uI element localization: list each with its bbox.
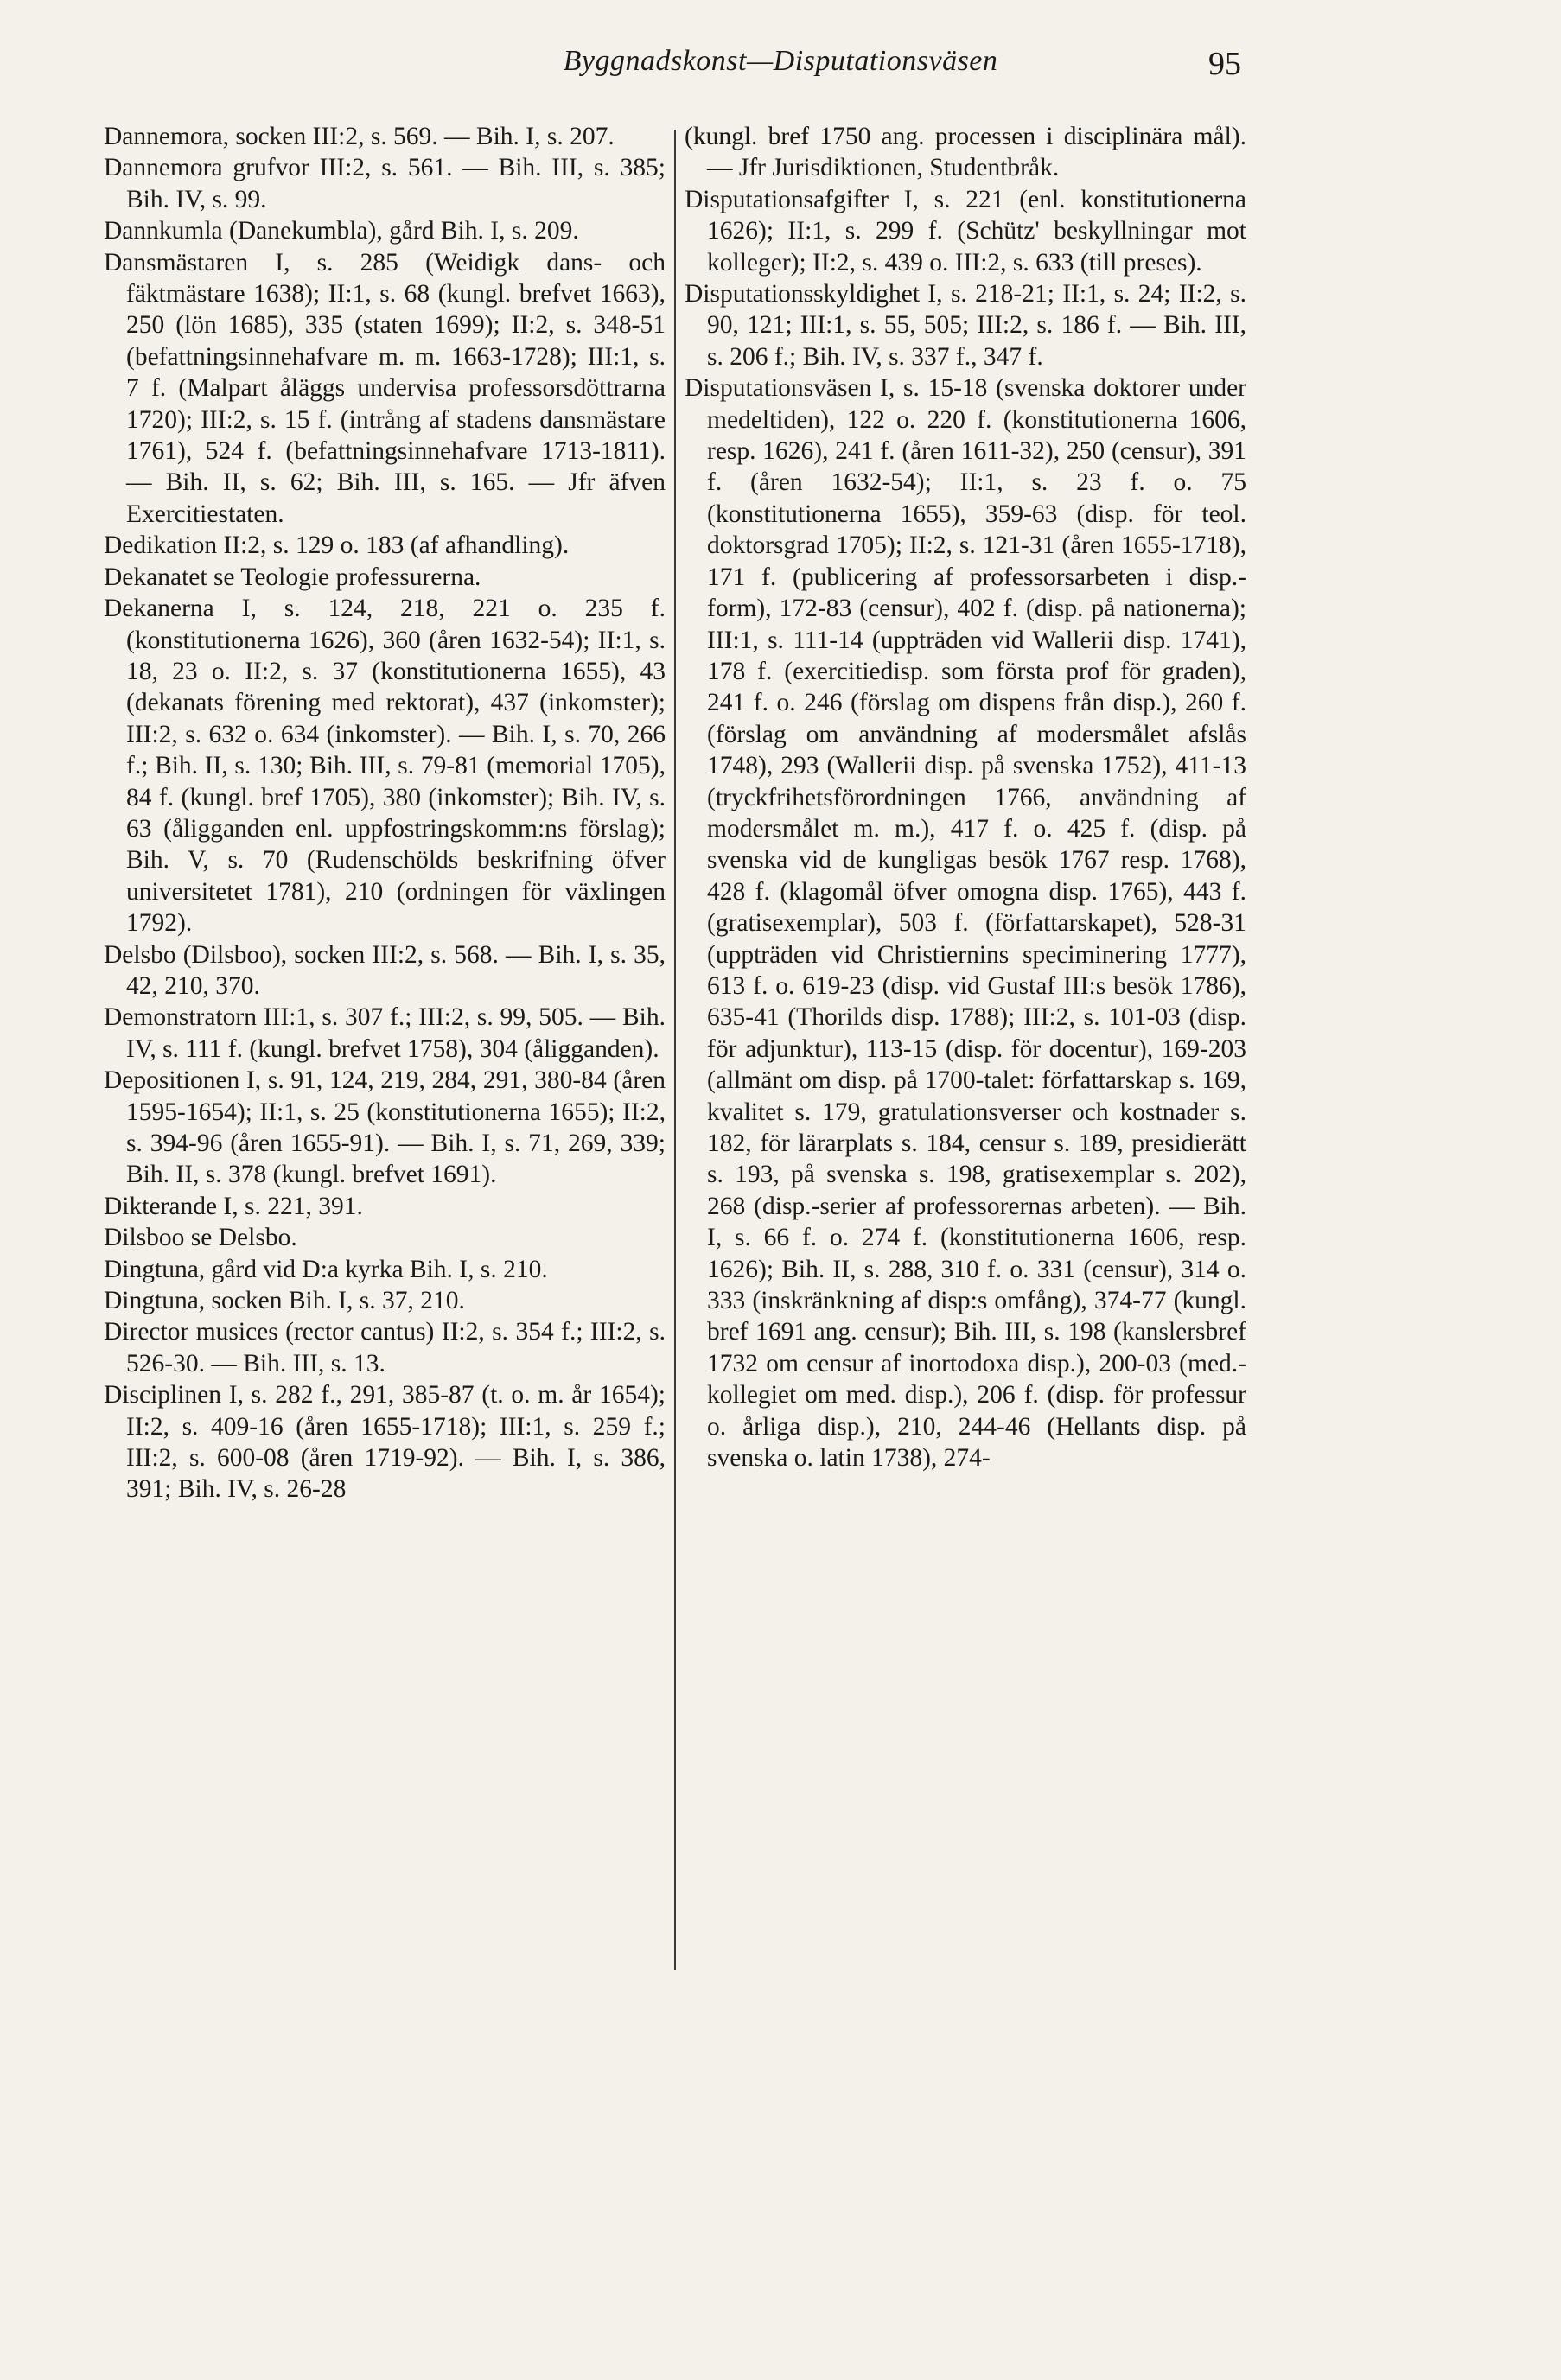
index-entry: Dingtuna, gård vid D:a kyrka Bih. I, s. 210. [104,1255,548,1283]
index-entry: Dekanatet se Teologie professurerna. [104,563,481,591]
index-entry: Dannemora, socken III:2, s. 569. — Bih. I, s. 207. [104,123,615,150]
index-entry: Dansmästaren I, s. 285 (Weidigk dans- och fäktmästare 1638); II:1, s. 68 (kungl. brefvet 1663), 250 (lön 1685), 335 (staten 1699); II:2, s. 348-51 (befattningsinnehafvare m. m. 1663-1728); III:1, s. 7 f. (Malpart åläggs undervisa professorsdöttrarna 1720); III:2, s. 15 f. (intrång af stadens dansmästare 1761), 524 f. (befattningsinnehafvare 1713-1811). — Bih. II, s. 62; Bih. III, s. 165. — Jfr äfven Exercitiestaten. [104,248,666,528]
index-entry: Disputationsväsen I, s. 15-18 (svenska doktorer under medeltiden), 122 o. 220 f. (konstitutionerna 1606, resp. 1626), 241 f. (åren 1611-32), 250 (censur), 391 f. (åren 1632-54); II:1, s. 23 f. o. 75 (konstitutionerna 1655), 359-63 (disp. för teol. doktorsgrad 1705); II:2, s. 121-31 (åren 1655-1718), 171 f. (publicering af professorsarbeten i disp.-form), 172-83 (censur), 402 f. (disp. på nationerna); III:1, s. 111-14 (uppträden vid Wallerii disp. 1741), 178 f. (exercitiedisp. som första prof för graden), 241 f. o. 246 (förslag om dispens från disp.), 260 f. (förslag om användning af modersmålet afslås 1748), 293 (Wallerii disp. på svenska 1752), 411-13 (tryckfrihetsförordningen 1766, användning af modersmålet m. m.), 417 f. o. 425 f. (disp. på svenska vid de kungligas besök 1767 resp. 1768), 428 f. (klagomål öfver omogna disp. 1765), 443 f. (gratisexemplar), 503 f. (författarskapet), 528-31 (uppträden vid Christiernins speciminering 1777), 613 f. o. 619-23 (disp. vid Gustaf III:s besök 1786), 635-41 (Thorilds disp. 1788); III:2, s. 101-03 (disp. för adjunktur), 113-15 (disp. för docentur), 169-203 (allmänt om disp. på 1700-talet: författarskap s. 169, kvalitet s. 179, gratulationsverser och kostnader s. 182, för lärarplats s. 184, censur s. 189, presidierätt s. 193, på svenska s. 198, gratisexemplar s. 202), 268 (disp.-serier af professorernas arbeten). — Bih. I, s. 66 f. o. 274 f. (konstitutionerna 1606, resp. 1626); Bih. II, s. 288, 310 f. o. 331 (censur), 314 o. 333 (inskränkning af disp:s omfång), 374-77 (kungl. bref 1691 ang. censur); Bih. III, s. 198 (kanslersbref 1732 om censur af inortodoxa disp.), 200-03 (med.-kollegiet om med. disp.), 206 f. (disp. för professur o. årliga disp.), 210, 244-46 (Hellants disp. på svenska o. latin 1738), 274- [685,374,1246,1473]
index-entry: Dannkumla (Danekumbla), gård Bih. I, s. 209. [104,217,579,245]
index-entry: Disputationsskyldighet I, s. 218-21; II:1, s. 24; II:2, s. 90, 121; III:1, s. 55, 505; III:2, s. 186 f. — Bih. III, s. 206 f.; Bih. IV, s. 337 f., 347 f. [685,280,1246,371]
index-entry: Delsbo (Dilsboo), socken III:2, s. 568. — Bih. I, s. 35, 42, 210, 370. [104,940,666,1000]
index-entry: Depositionen I, s. 91, 124, 219, 284, 291, 380-84 (åren 1595-1654); II:1, s. 25 (konstitutionerna 1655); II:2, s. 394-96 (åren 1655-91). — Bih. I, s. 71, 269, 339; Bih. II, s. 378 (kungl. brefvet 1691). [104,1066,666,1189]
left-column [104,121,666,1505]
index-entry: Disputationsafgifter I, s. 221 (enl. konstitutionerna 1626); II:1, s. 299 f. (Schütz' beskyllningar mot kolleger); II:2, s. 439 o. III:2, s. 633 (till preses). [685,185,1246,277]
index-entry: Dedikation II:2, s. 129 o. 183 (af afhandling). [104,531,570,560]
running-title: Byggnadskonst—Disputationsväsen [563,45,998,77]
index-entry: (kungl. bref 1750 ang. processen i disciplinära mål). — Jfr Jurisdiktionen, Studentbråk. [685,123,1246,182]
index-entry: Dilsboo se Delsbo. [104,1224,297,1252]
index-entry: Dingtuna, socken Bih. I, s. 37, 210. [104,1287,465,1315]
index-entry: Dikterande I, s. 221, 391. [104,1192,363,1220]
index-entry: Dekanerna I, s. 124, 218, 221 o. 235 f. (konstitutionerna 1626), 360 (åren 1632-54); II:1, s. 18, 23 o. II:2, s. 37 (konstitutionerna 1655), 43 (dekanats förening med rektorat), 437 (inkomster); III:2, s. 632 o. 634 (inkomster). — Bih. I, s. 70, 266 f.; Bih. II, s. 130; Bih. III, s. 79-81 (memorial 1705), 84 f. (kungl. bref 1705), 380 (inkomster); Bih. IV, s. 63 (åligganden enl. uppfostringskomm:ns förslag); Bih. V, s. 70 (Rudenschölds beskrifning öfver universitetet 1781), 210 (ordningen för växlingen 1792). [104,595,666,938]
index-entry: Director musices (rector cantus) II:2, s. 354 f.; III:2, s. 526-30. — Bih. III, s. 13. [104,1318,666,1378]
index-entry: Demonstratorn III:1, s. 307 f.; III:2, s. 99, 505. — Bih. IV, s. 111 f. (kungl. brefvet 1758), 304 (åligganden). [104,1003,666,1063]
column-divider [674,130,676,1970]
page-header [0,45,1561,97]
index-entry: Dannemora grufvor III:2, s. 561. — Bih. III, s. 385; Bih. IV, s. 99. [104,154,666,213]
index-entry: Disciplinen I, s. 282 f., 291, 385-87 (t. o. m. år 1654); II:2, s. 409-16 (åren 1655-1718); III:1, s. 259 f.; III:2, s. 600-08 (åren 1719-92). — Bih. I, s. 386, 391; Bih. IV, s. 26-28 [104,1381,666,1504]
right-column [685,121,1246,1473]
page-number: 95 [1208,46,1241,82]
